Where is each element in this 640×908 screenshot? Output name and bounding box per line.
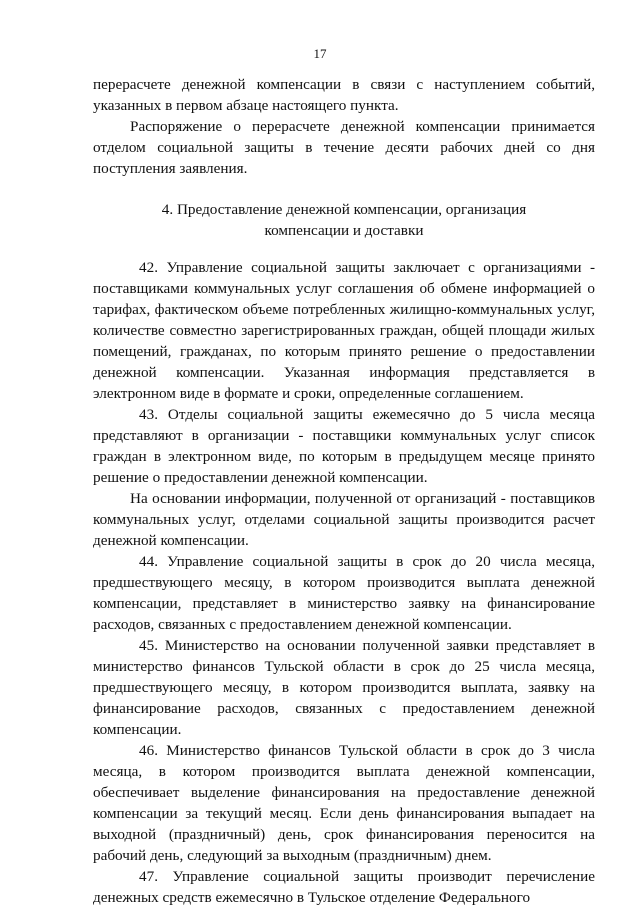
paragraph-continuation: перерасчете денежной компенсации в связи с наступлением событий, указанных в первом абзаце настоящего пункта.	[93, 76, 595, 114]
document-body	[93, 74, 595, 908]
paragraph-47: 47. Управление социальной защиты производит перечисление денежных средств ежемесячно в Тульское отделение Федерального	[93, 868, 595, 906]
spacer	[93, 179, 595, 199]
paragraph-42: 42. Управление социальной защиты заключает с организациями - поставщиками коммунальных услуг соглашения об обмене информацией о тарифах, фактическом объеме потребленных жилищно-коммунальных услуг, количестве совместно зарегистрированных граждан, общей площади жилых помещений, гражданах, по которым принято решение о предоставлении денежной компенсации. Указанная информация представляется в электронном виде в формате и сроки, определенные соглашением.	[93, 259, 595, 402]
paragraph-44: 44. Управление социальной защиты в срок до 20 числа месяца, предшествующего месяцу, в котором производится выплата денежной компенсации, представляет в министерство заявку на финансирование расходов, связанных с предоставлением денежной компенсации.	[93, 553, 595, 633]
section-heading	[93, 199, 595, 241]
paragraph-46: 46. Министерство финансов Тульской области в срок до 3 числа месяца, в котором производится выплата денежной компенсации, обеспечивает выделение финансирования на предоставление денежной компенсации за текущий месяц. Если день финансирования выпадает на выходной (праздничный) день, срок финансирования переносится на рабочий день, следующий за выходным (праздничным) днем.	[93, 742, 595, 864]
section-heading-line-1: 4. Предоставление денежной компенсации, организация	[161, 201, 527, 218]
paragraph-45: 45. Министерство на основании полученной заявки представляет в министерство финансов Тульской области в срок до 25 числа месяца, предшествующего месяцу, в котором производится выплата, заявку на финансирование расходов, связанных с предоставлением денежной компенсации.	[93, 637, 595, 738]
paragraph-43-continued: На основании информации, полученной от организаций - поставщиков коммунальных услуг, отделами социальной защиты производится расчет денежной компенсации.	[93, 490, 595, 549]
paragraph-recalculation-order: Распоряжение о перерасчете денежной компенсации принимается отделом социальной защиты в течение десяти рабочих дней со дня поступления заявления.	[93, 118, 595, 177]
spacer	[93, 241, 595, 257]
section-heading-line-2: компенсации и доставки	[264, 222, 424, 239]
page-number: 17	[313, 46, 327, 61]
paragraph-43: 43. Отделы социальной защиты ежемесячно до 5 числа месяца представляют в организации - поставщики коммунальных услуг список граждан в электронном виде, по которым в предыдущем месяце принято решение о предоставлении денежной компенсации.	[93, 406, 595, 486]
